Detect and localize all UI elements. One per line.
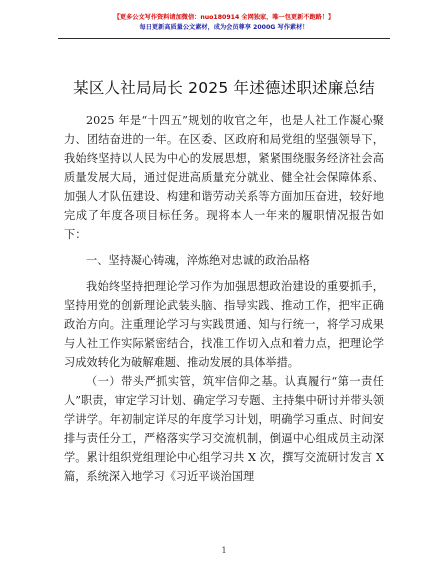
header-divider [58,38,390,39]
section-1-paragraph: 我始终坚持把理论学习作为加强思想政治建设的重要抓手，坚持用党的创新理论武装头脑、指导实践、推动工作，把牢正确政治方向。注重理论学习与实践贯通、知与行统一，将学习成果与人社工作实际紧密结合，找准工作切入点和着力点，把理论学习成效转化为破解难题、推动发展的具体举措。 [64,280,384,369]
promo-banner-line-2: 每日更新高质量公文素材，成为会员尊享 2000G 写作素材！ [139,24,309,31]
intro-paragraph: 2025 年是“十四五”规划的收官之年，也是人社工作凝心聚力、团结奋进的一年。在区委、区政府和局党组的坚强领导下，我始终坚持以人民为中心的发展思想，紧紧围绕服务经济社会高质量发展大局，通过促进高质量充分就业、健全社会保障体系、加强人才队伍建设、构建和谐劳动关系等方面加压奋进，较好地完成了年度各项目标任务。现将本人一年来的履职情况报告如下： [64,114,384,241]
subsection-1-paragraph: （一）带头严抓实管，筑牢信仰之基。认真履行“第一责任人”职责，审定学习计划、确定学习专题、主持集中研讨并带头领学讲学。年初制定详尽的年度学习计划，明确学习重点、时间安排与责任分工，严格落实学习交流机制，倒逼中心组成员主动深学。累计组织党组理论中心组学习共 X 次，撰写交流研讨发言 X 篇，系统深入地学习《习近平谈治国理 [64,375,384,483]
section-heading-1: 一、坚持凝心铸魂，淬炼绝对忠诚的政治品格 [86,254,310,267]
page-number: 1 [221,546,227,555]
document-title: 某区人社局局长 2025 年述德述职述廉总结 [73,79,375,97]
document-body [64,111,384,486]
promo-banner-line-1: 【更多公文写作资料请加微信：nuo180914 全网独家，唯一包更新不跑路！】 [113,14,335,21]
